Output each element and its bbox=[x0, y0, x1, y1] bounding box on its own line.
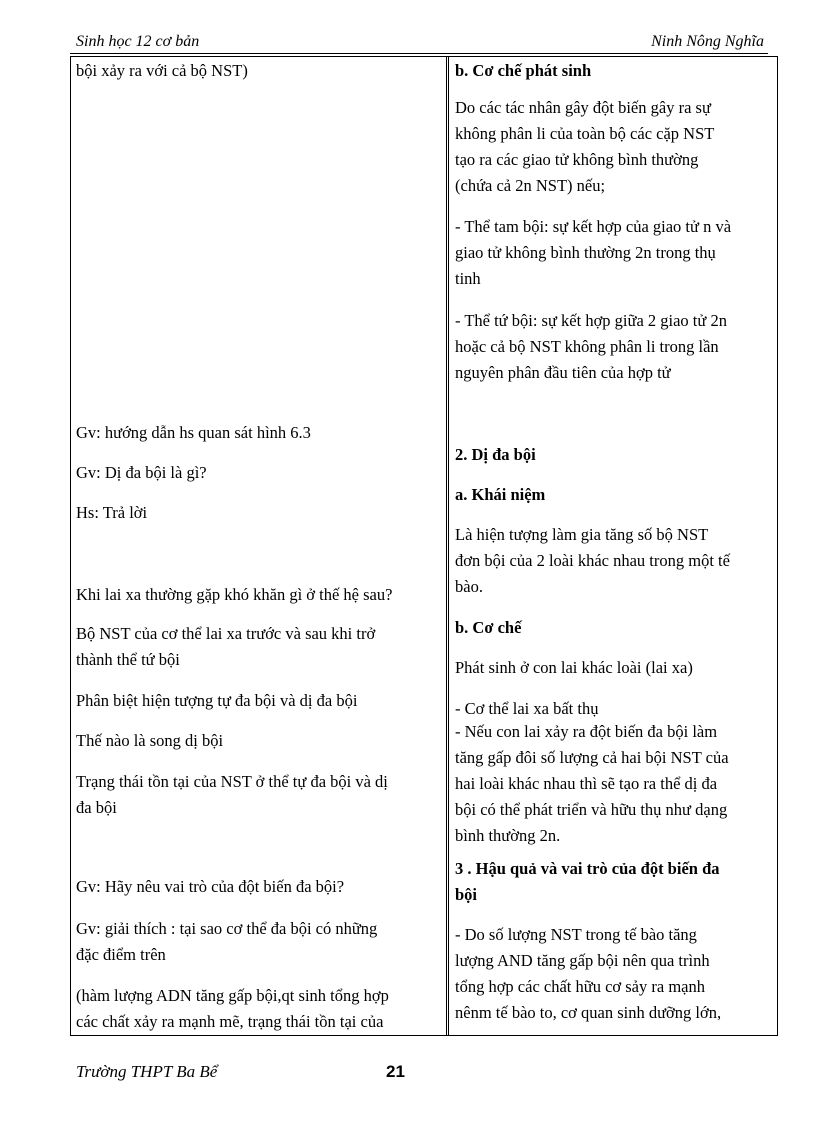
left-line: Hs: Trả lời bbox=[76, 503, 148, 522]
left-line: Thế nào là song dị bội bbox=[76, 731, 224, 750]
right-line: nênm tế bào to, cơ quan sinh dưỡng lớn, bbox=[455, 1003, 722, 1022]
section-heading: a. Khái niệm bbox=[455, 485, 546, 504]
right-line: bội có thể phát triển và hữu thụ như dạng bbox=[455, 800, 728, 819]
right-line: đơn bội của 2 loài khác nhau trong một tế bbox=[455, 551, 730, 570]
left-line: Gv: Dị đa bội là gì? bbox=[76, 463, 207, 482]
left-line: Bộ NST của cơ thể lai xa trước và sau khi trở bbox=[76, 624, 376, 643]
right-line: bình thường 2n. bbox=[455, 826, 561, 845]
left-line: Gv: hướng dẫn hs quan sát hình 6.3 bbox=[76, 423, 311, 442]
section-heading: 2. Dị đa bội bbox=[455, 445, 536, 464]
left-line: Phân biệt hiện tượng tự đa bội và dị đa bội bbox=[76, 691, 358, 710]
header-subject: Sinh học 12 cơ bản bbox=[76, 33, 200, 50]
right-line: không phân li của toàn bộ các cặp NST bbox=[455, 124, 715, 143]
section-heading: bội bbox=[455, 885, 478, 904]
section-heading: 3 . Hậu quả và vai trò của đột biến đa bbox=[455, 859, 720, 878]
left-line: Trạng thái tồn tại của NST ở thể tự đa bội và dị bbox=[76, 772, 388, 791]
left-line: Gv: Hãy nêu vai trò của đột biến đa bội? bbox=[76, 877, 345, 896]
column-divider bbox=[446, 56, 449, 1036]
right-line: - Do số lượng NST trong tế bào tăng bbox=[455, 925, 697, 944]
right-line: Là hiện tượng làm gia tăng số bộ NST bbox=[455, 525, 709, 544]
right-line: tạo ra các giao tử không bình thường bbox=[455, 150, 699, 169]
right-line: nguyên phân đầu tiên của hợp tử bbox=[455, 363, 671, 382]
right-line: (chứa cả 2n NST) nếu; bbox=[455, 176, 606, 195]
right-line: - Thể tứ bội: sự kết hợp giữa 2 giao tử 2n bbox=[455, 311, 727, 330]
header-rule bbox=[70, 53, 768, 54]
right-line: - Cơ thể lai xa bất thụ bbox=[455, 699, 599, 718]
right-line: - Thể tam bội: sự kết hợp của giao tử n và bbox=[455, 217, 732, 236]
page-number: 21 bbox=[386, 1062, 405, 1081]
left-line: Gv: giải thích : tại sao cơ thể đa bội có những bbox=[76, 919, 378, 938]
left-line: đặc điểm trên bbox=[76, 945, 166, 964]
right-line: bào. bbox=[455, 577, 483, 596]
right-line: - Nếu con lai xảy ra đột biến đa bội làm bbox=[455, 722, 718, 741]
right-line: tăng gấp đôi số lượng cả hai bội NST của bbox=[455, 748, 729, 767]
right-line: tinh bbox=[455, 269, 481, 288]
right-line: Do các tác nhân gây đột biến gây ra sự bbox=[455, 98, 711, 117]
right-line: hoặc cả bộ NST không phân li trong lần bbox=[455, 337, 719, 356]
header-author: Ninh Nông Nghĩa bbox=[651, 33, 764, 50]
section-heading: b. Cơ chế bbox=[455, 618, 522, 637]
left-line: (hàm lượng ADN tăng gấp bội,qt sinh tổng hợp bbox=[76, 986, 389, 1005]
section-heading: b. Cơ chế phát sinh bbox=[455, 61, 592, 80]
right-line: tổng hợp các chất hữu cơ sảy ra mạnh bbox=[455, 977, 705, 996]
footer-school: Trường THPT Ba Bể bbox=[76, 1062, 218, 1081]
left-line: bội xảy ra với cả bộ NST) bbox=[76, 61, 248, 80]
right-line: lượng AND tăng gấp bội nên qua trình bbox=[455, 951, 710, 970]
right-line: Phát sinh ở con lai khác loài (lai xa) bbox=[455, 658, 693, 677]
right-line: hai loài khác nhau thì sẽ tạo ra thể dị đa bbox=[455, 774, 718, 793]
left-line: các chất xảy ra mạnh mẽ, trạng thái tồn tại của bbox=[76, 1012, 384, 1031]
left-line: đa bội bbox=[76, 798, 117, 817]
right-line: giao tử không bình thường 2n trong thụ bbox=[455, 243, 716, 262]
left-line: thành thể tứ bội bbox=[76, 650, 180, 669]
left-line: Khi lai xa thường gặp khó khăn gì ở thế hệ sau? bbox=[76, 585, 393, 604]
